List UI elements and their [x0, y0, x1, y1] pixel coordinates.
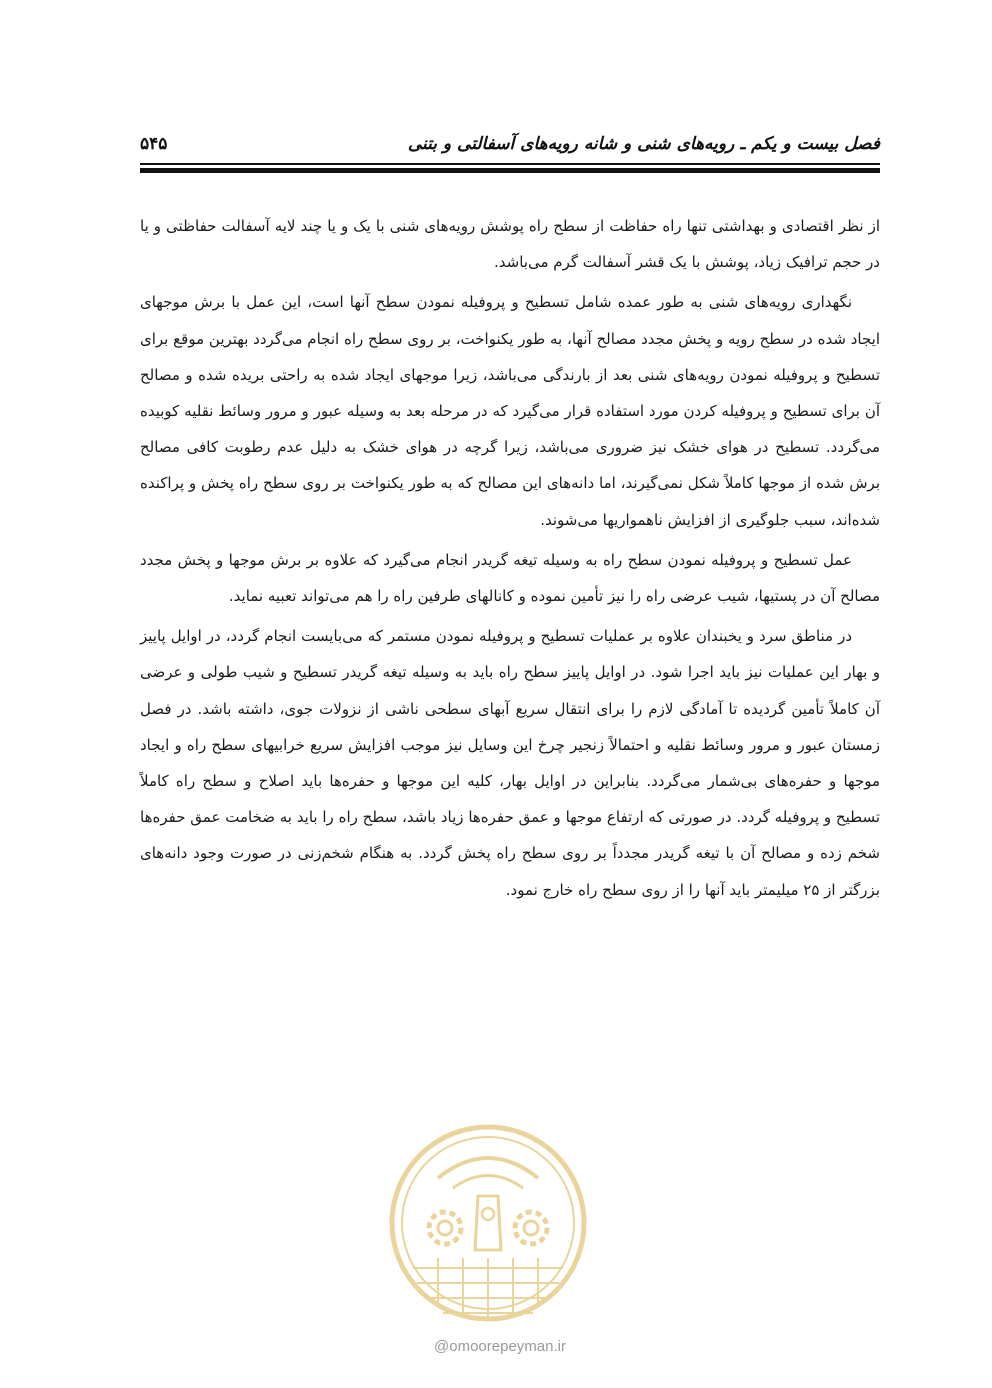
- header-rule-thick: [140, 168, 880, 173]
- watermark-url: @omoorepeyman.ir: [434, 1338, 566, 1355]
- paragraph-4: در مناطق سرد و یخبندان علاوه بر عملیات تسطیح و پروفیله نمودن مستمر که می‌بایست انجام گردد، در اوایل پاییز و بهار این عملیات نیز باید اجرا شود. در اوایل پاییز سطح راه باید به وسیله تیغه گریدر تسطیح و شیب طولی و عرضی آن کاملاً تأمین گردیده تا آمادگی لازم را برای انتقال سریع آبهای سطحی ناشی از نزولات جوی، داشته باشد. در فصل زمستان عبور و مرور وسائط نقلیه و احتمالاً زنجیر چرخ این وسایل نیز موجب افزایش سریع خرابیهای سطح راه و ایجاد موجها و حفره‌های بی‌شمار می‌گردد. بنابراین در اوایل بهار، کلیه این موجها و حفره‌ها باید اصلاح و سطح راه کاملاً تسطیح و پروفیله گردد. در صورتی که ارتفاع موجها و عمق حفره‌ها زیاد باشد، سطح راه را باید به ضخامت عمق حفره‌ها شخم زده و مصالح آن با تیغه گریدر مجدداً بر روی سطح راه پخش گردد. به هنگام شخم‌زنی در صورت وجود دانه‌های بزرگتر از ۲۵ میلیمتر باید آنها را از روی سطح راه خارج نمود.: [140, 627, 880, 899]
- paragraph-2: نگهداری رویه‌های شنی به طور عمده شامل تسطیح و پروفیله نمودن سطح آنها است، این عمل با برش موجهای ایجاد شده در سطح رویه و پخش مجدد مصالح آنها، به طور یکنواخت، بر روی سطح راه انجام می‌گردد بهترین موقع برای تسطیح و پروفیله نمودن رویه‌های شنی بعد از بارندگی می‌باشد، زیرا موجهای ایجاد شده به راحتی بریده شده و مصالح آن برای تسطیح و پروفیله کردن مورد استفاده قرار می‌گیرد که در مرحله بعد به وسیله عبور و مرور وسائط نقلیه کوبیده می‌گردد. تسطیح در هوای خشک نیز ضروری می‌باشد، زیرا گرچه در هوای خشک به دلیل عدم رطوبت کافی مصالح برش شده از موجها کاملاً شکل نمی‌گیرند، اما دانه‌های این مصالح که به طور یکنواخت بر روی سطح راه پخش و پراکنده شده‌اند، سبب جلوگیری از افزایش ناهمواریها می‌شوند.: [140, 293, 880, 529]
- paragraph-3: عمل تسطیح و پروفیله نمودن سطح راه به وسیله تیغه گریدر انجام می‌گیرد که علاوه بر برش موجها و پخش مجدد مصالح آن در پستیها، شیب عرضی راه را نیز تأمین نموده و کانالهای طرفین راه را هم می‌تواند تعبیه نماید.: [140, 550, 880, 606]
- paragraph-1: از نظر اقتصادی و بهداشتی تنها راه حفاظت از سطح راه پوشش رویه‌های شنی با یک و یا چند لایه آسفالت حفاظتی و یا در حجم ترافیک زیاد، پوشش با یک قشر آسفالت گرم می‌باشد.: [140, 217, 880, 272]
- body-text: [140, 208, 880, 912]
- watermark-logo: [383, 1118, 593, 1348]
- header-rule-thin: [140, 163, 880, 165]
- chapter-title: فصل بیست و یکم ـ رویه‌های شنی و شانه رویه‌های آسفالتی و بتنی: [407, 134, 880, 154]
- running-header: [140, 124, 880, 154]
- page-number: ۵۴۵: [140, 134, 168, 154]
